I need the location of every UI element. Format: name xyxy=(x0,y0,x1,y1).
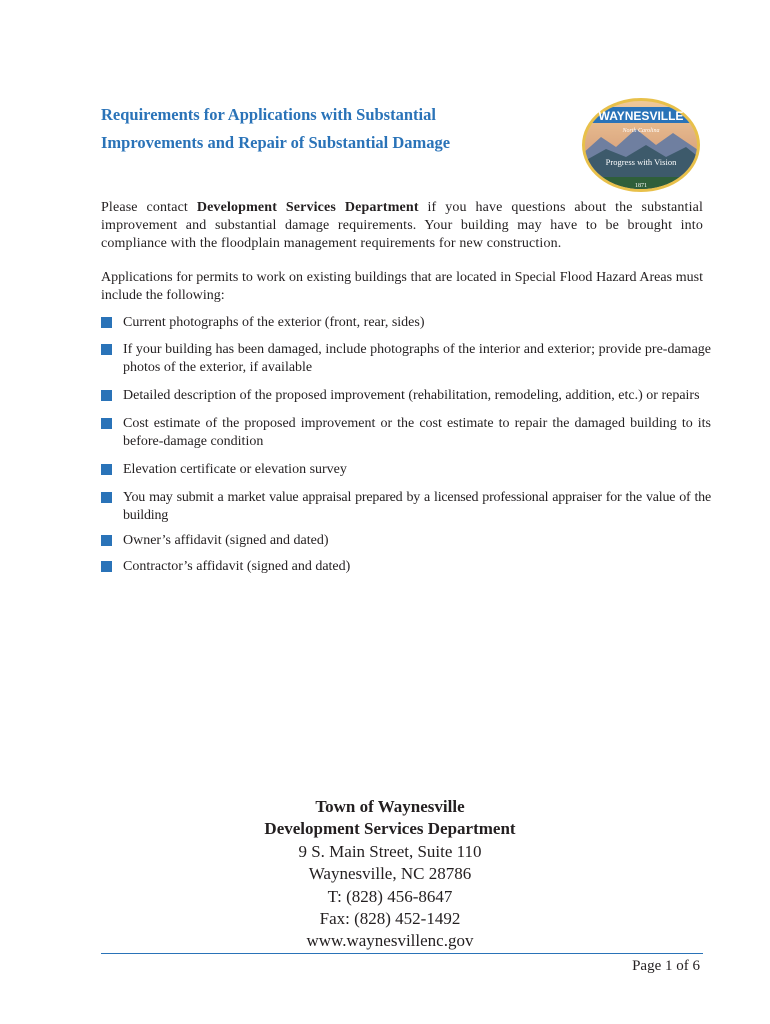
logo-state: North Carolina xyxy=(622,128,660,134)
footer-website: www.waynesvillenc.gov xyxy=(306,931,474,951)
requirements-list xyxy=(101,314,711,576)
page-number: Page 1 of 6 xyxy=(632,958,700,974)
contact-block xyxy=(200,796,580,953)
footer-department: Development Services Department xyxy=(264,819,516,839)
document-title xyxy=(101,101,561,157)
title-line-2: Improvements and Repair of Substantial Damage xyxy=(101,133,451,152)
requirements-lead: Applications for permits to work on existing buildings that are located in Special Flood Hazard Areas must include the following: xyxy=(101,270,703,303)
square-bullet-icon xyxy=(101,418,112,429)
square-bullet-icon xyxy=(101,535,112,546)
footer-fax: Fax: (828) 452-1492 xyxy=(319,909,461,929)
intro-department: Development Services Department xyxy=(196,200,419,215)
intro-after: if you have questions about the substantial improvement and substantial damage requirements. Your building may have to be brought into compliance with the floodplain management requirements for new construction. xyxy=(101,200,704,251)
list-item: You may submit a market value appraisal prepared by a licensed professional appraiser for the value of the building xyxy=(101,489,711,525)
list-item: If your building has been damaged, include photographs of the interior and exterior; provide pre-damage photos of the exterior, if available xyxy=(101,341,711,377)
footer-phone: T: (828) 456-8647 xyxy=(327,886,453,906)
footer-address-2: Waynesville, NC 28786 xyxy=(308,864,472,884)
square-bullet-icon xyxy=(101,317,112,328)
square-bullet-icon xyxy=(101,464,112,475)
list-item: Owner’s affidavit (signed and dated) xyxy=(101,532,711,550)
list-item: Detailed description of the proposed improvement (rehabilitation, remodeling, addition, etc.) or repairs xyxy=(101,387,711,405)
square-bullet-icon xyxy=(101,561,112,572)
square-bullet-icon xyxy=(101,492,112,503)
square-bullet-icon xyxy=(101,344,112,355)
list-item: Elevation certificate or elevation survey xyxy=(101,461,711,479)
square-bullet-icon xyxy=(101,390,112,401)
footer-address-1: 9 S. Main Street, Suite 110 xyxy=(298,841,482,861)
list-item: Cost estimate of the proposed improvement or the cost estimate to repair the damaged building to its before-damage condition xyxy=(101,415,711,451)
title-line-1: Requirements for Applications with Substantial xyxy=(101,105,436,124)
list-item: Contractor’s affidavit (signed and dated) xyxy=(101,558,711,576)
logo-motto: Progress with Vision xyxy=(605,157,677,167)
intro-paragraph xyxy=(101,199,703,253)
list-item: Current photographs of the exterior (front, rear, sides) xyxy=(101,314,711,332)
logo-year: 1871 xyxy=(635,183,647,189)
logo-name: WAYNESVILLE xyxy=(598,109,684,123)
footer-town: Town of Waynesville xyxy=(315,797,465,816)
waynesville-logo xyxy=(581,97,701,193)
footer-divider xyxy=(101,953,703,954)
intro-before: Please contact xyxy=(101,200,197,215)
